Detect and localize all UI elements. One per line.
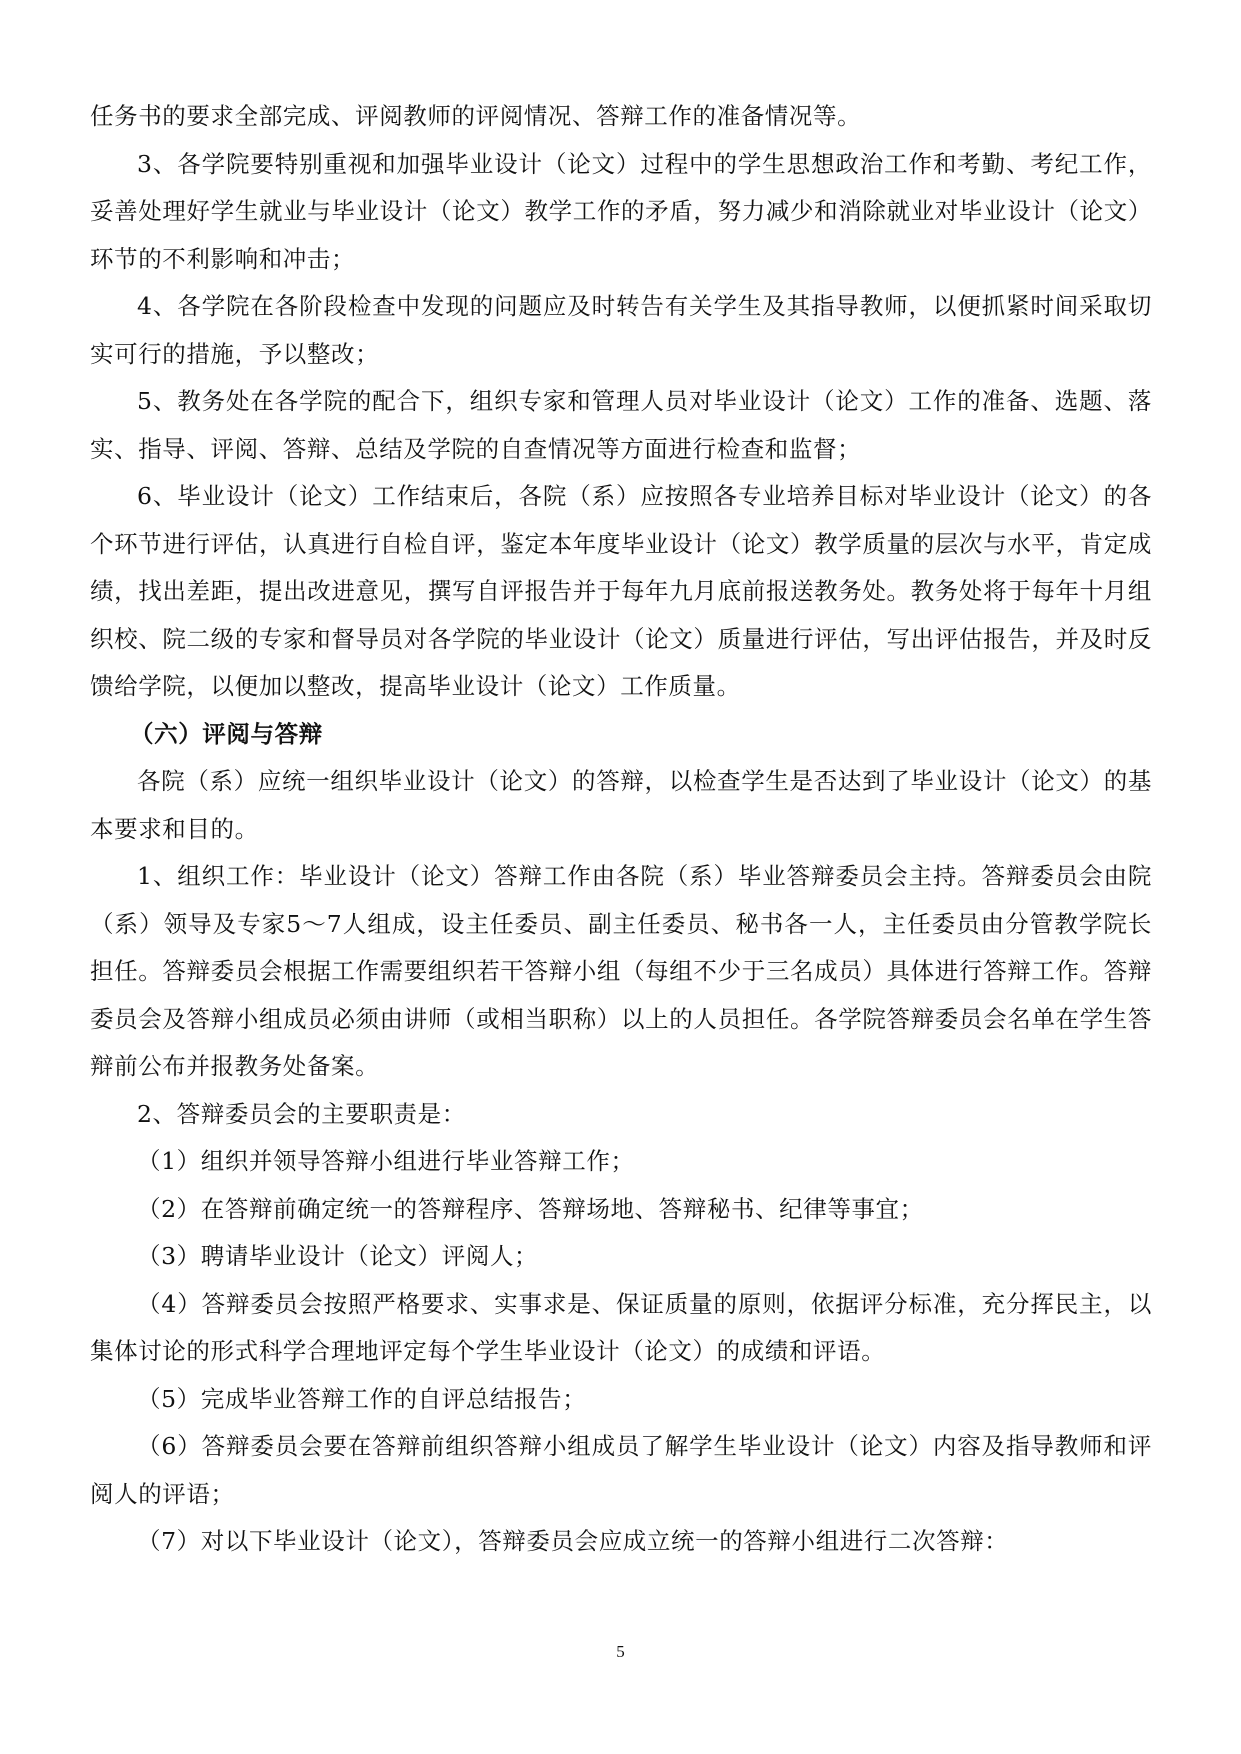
paragraph: 5、教务处在各学院的配合下，组织专家和管理人员对毕业设计（论文）工作的准备、选题、落实、指导、评阅、答辩、总结及学院的自查情况等方面进行检查和监督； <box>90 387 1152 463</box>
page-number: 5 <box>616 1642 625 1661</box>
list-item: （7）对以下毕业设计（论文），答辩委员会应成立统一的答辩小组进行二次答辩： <box>137 1527 1009 1555</box>
list-item: （5）完成毕业答辩工作的自评总结报告； <box>137 1384 587 1413</box>
section-heading: （六）评阅与答辩 <box>130 719 323 748</box>
list-item: （4）答辩委员会按照严格要求、实事求是、保证质量的原则，依据评分标准，充分挥民主，以集体讨论的形式科学合理地评定每个学生毕业设计（论文）的成绩和评语。 <box>90 1289 1152 1365</box>
paragraph: 任务书的要求全部完成、评阅教师的评阅情况、答辩工作的准备情况等。 <box>90 102 862 130</box>
list-item: （1）组织并领导答辩小组进行毕业答辩工作； <box>137 1147 635 1175</box>
paragraph: 3、各学院要特别重视和加强毕业设计（论文）过程中的学生思想政治工作和考勤、考纪工作，妥善处理好学生就业与毕业设计（论文）教学工作的矛盾，努力减少和消除就业对毕业设计（论文）环节的不利影响和冲击； <box>90 149 1152 273</box>
paragraph: 6、毕业设计（论文）工作结束后，各院（系）应按照各专业培养目标对毕业设计（论文）的各个环节进行评估，认真进行自检自评，鉴定本年度毕业设计（论文）教学质量的层次与水平，肯定成绩，找出差距，提出改进意见，撰写自评报告并于每年九月底前报送教务处。教务处将于每年十月组织校、院二级的专家和督导员对各学院的毕业设计（论文）质量进行评估，写出评估报告，并及时反馈给学院，以便加以整改，提高毕业设计（论文）工作质量。 <box>90 482 1152 700</box>
list-item: （2）在答辩前确定统一的答辩程序、答辩场地、答辩秘书、纪律等事宜； <box>137 1194 924 1223</box>
document-body <box>90 93 1152 1566</box>
paragraph: 1、组织工作：毕业设计（论文）答辩工作由各院（系）毕业答辩委员会主持。答辩委员会由院（系）领导及专家5～7人组成，设主任委员、副主任委员、秘书各一人，主任委员由分管教学院长担任。答辩委员会根据工作需要组织若干答辩小组（每组不少于三名成员）具体进行答辩工作。答辩委员会及答辩小组成员必须由讲师（或相当职称）以上的人员担任。各学院答辩委员会名单在学生答辩前公布并报教务处备案。 <box>90 862 1152 1080</box>
list-item: （3）聘请毕业设计（论文）评阅人； <box>137 1242 539 1270</box>
paragraph: 4、各学院在各阶段检查中发现的问题应及时转告有关学生及其指导教师，以便抓紧时间采取切实可行的措施，予以整改； <box>90 292 1152 368</box>
paragraph: 各院（系）应统一组织毕业设计（论文）的答辩，以检查学生是否达到了毕业设计（论文）的基本要求和目的。 <box>90 767 1152 843</box>
paragraph: 2、答辩委员会的主要职责是： <box>137 1099 466 1128</box>
list-item: （6）答辩委员会要在答辩前组织答辩小组成员了解学生毕业设计（论文）内容及指导教师和评阅人的评语； <box>90 1432 1152 1508</box>
